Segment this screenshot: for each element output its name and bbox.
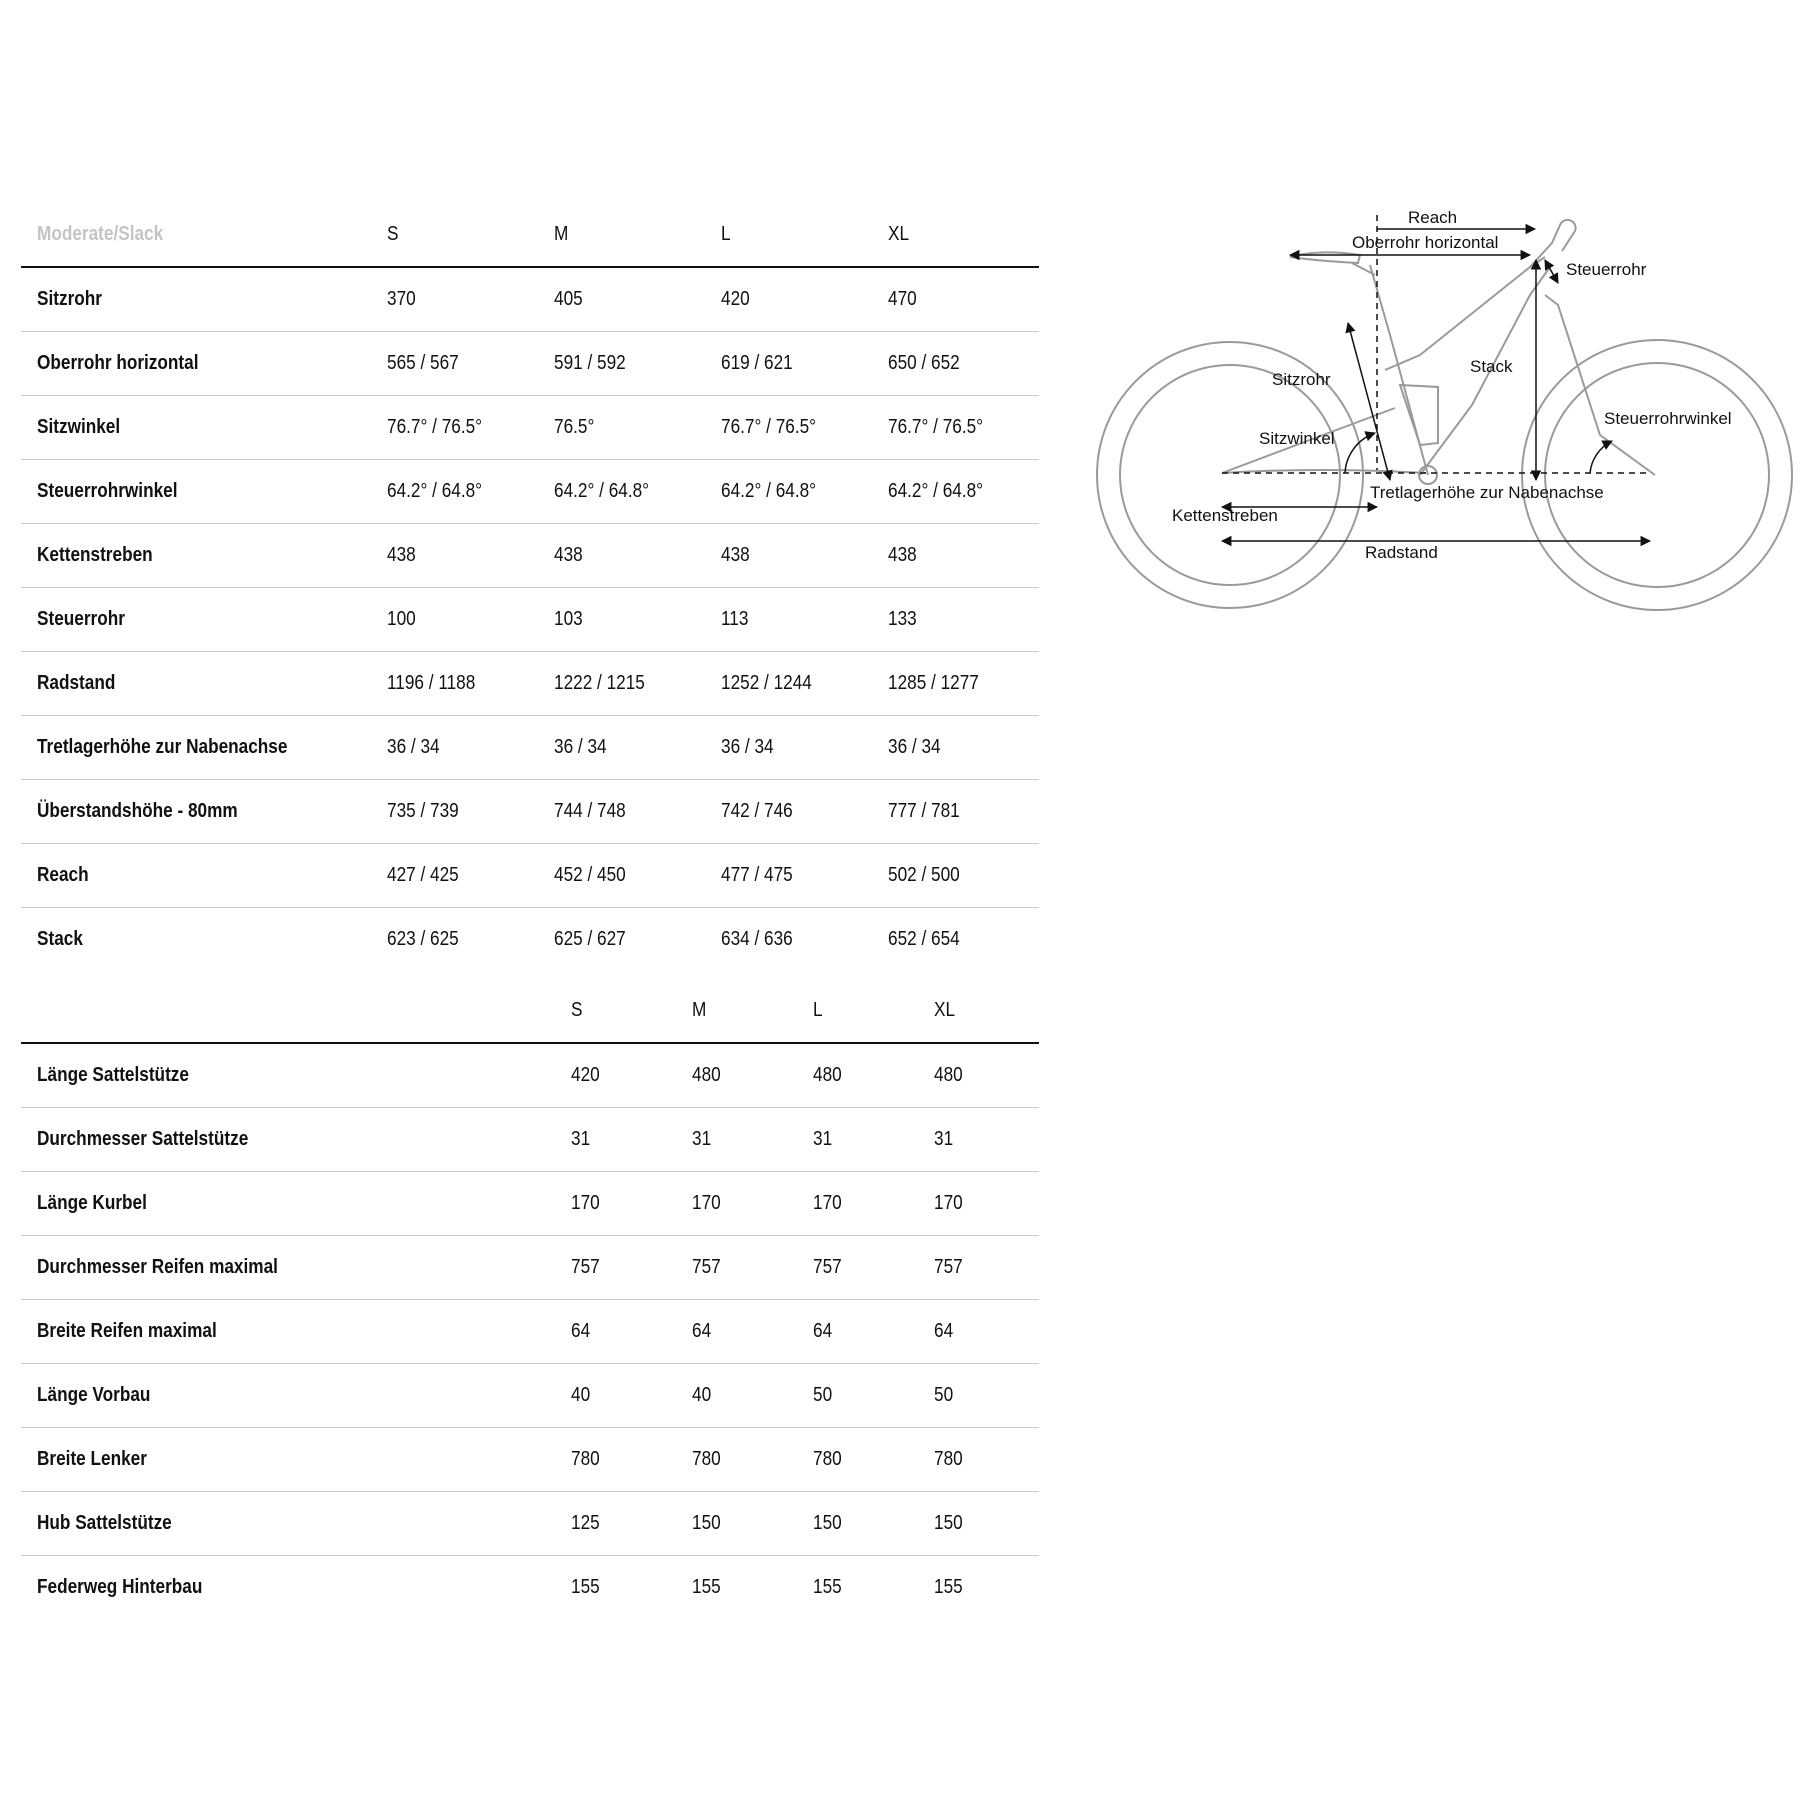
- row-value: 155: [934, 1576, 963, 1598]
- row-value: 452 / 450: [554, 864, 626, 886]
- label-stack: Stack: [1470, 357, 1513, 376]
- table-row: [21, 652, 1039, 716]
- row-value: 113: [721, 608, 749, 630]
- row-value: 170: [692, 1192, 721, 1214]
- row-value: 1222 / 1215: [554, 672, 645, 694]
- row-value: 780: [813, 1448, 842, 1470]
- label-steuerrohr: Steuerrohr: [1566, 260, 1647, 279]
- table-row: [21, 844, 1039, 908]
- label-kettenstreben: Kettenstreben: [1172, 506, 1278, 525]
- row-value: 64: [813, 1320, 833, 1342]
- row-value: 36 / 34: [721, 736, 774, 758]
- row-value: 652 / 654: [888, 928, 960, 950]
- row-value: 150: [813, 1512, 842, 1534]
- table-row: [21, 1172, 1039, 1236]
- row-label: Breite Reifen maximal: [37, 1320, 217, 1342]
- row-value: 36 / 34: [554, 736, 607, 758]
- row-value: 742 / 746: [721, 800, 793, 822]
- label-tretlager: Tretlagerhöhe zur Nabenachse: [1370, 483, 1604, 502]
- label-radstand: Radstand: [1365, 543, 1438, 562]
- table-row: [21, 524, 1039, 588]
- label-oberrohr: Oberrohr horizontal: [1352, 233, 1499, 252]
- table-title: Moderate/Slack: [37, 222, 164, 245]
- row-value: 1196 / 1188: [387, 672, 476, 694]
- row-value: 150: [692, 1512, 721, 1534]
- row-value: 438: [888, 544, 917, 566]
- row-value: 170: [571, 1192, 600, 1214]
- table-header-row: [21, 202, 1039, 268]
- label-steuerrohrwinkel: Steuerrohrwinkel: [1604, 409, 1732, 428]
- table-row: [21, 396, 1039, 460]
- row-value: 405: [554, 288, 583, 310]
- size-header-m: M: [692, 998, 707, 1021]
- row-label: Länge Sattelstütze: [37, 1064, 189, 1086]
- row-value: 780: [934, 1448, 963, 1470]
- geometry-table: [21, 202, 1039, 971]
- row-value: 744 / 748: [554, 800, 626, 822]
- size-header-l: L: [721, 222, 731, 245]
- row-value: 40: [571, 1384, 591, 1406]
- row-value: 64: [571, 1320, 591, 1342]
- row-value: 64.2° / 64.8°: [888, 480, 984, 502]
- row-value: 619 / 621: [721, 352, 793, 374]
- row-value: 36 / 34: [387, 736, 440, 758]
- row-value: 155: [692, 1576, 721, 1598]
- row-label: Hub Sattelstütze: [37, 1512, 172, 1534]
- row-value: 370: [387, 288, 416, 310]
- row-value: 31: [692, 1128, 712, 1150]
- table-row: [21, 1044, 1039, 1108]
- row-value: 76.7° / 76.5°: [721, 416, 817, 438]
- row-value: 623 / 625: [387, 928, 459, 950]
- row-label: Länge Kurbel: [37, 1192, 147, 1214]
- table-row: [21, 588, 1039, 652]
- size-header-xl: XL: [888, 222, 910, 245]
- row-value: 1252 / 1244: [721, 672, 812, 694]
- table-row: [21, 1108, 1039, 1172]
- table-row: [21, 460, 1039, 524]
- row-label: Tretlagerhöhe zur Nabenachse: [37, 736, 288, 758]
- row-value: 634 / 636: [721, 928, 793, 950]
- row-value: 31: [571, 1128, 591, 1150]
- row-value: 780: [692, 1448, 721, 1470]
- row-label: Reach: [37, 864, 89, 886]
- row-label: Oberrohr horizontal: [37, 352, 199, 374]
- fork: [1545, 295, 1655, 475]
- row-label: Sitzrohr: [37, 288, 102, 310]
- row-value: 31: [813, 1128, 833, 1150]
- row-value: 155: [813, 1576, 842, 1598]
- row-label: Kettenstreben: [37, 544, 153, 566]
- table-row: [21, 332, 1039, 396]
- size-header-m: M: [554, 222, 569, 245]
- row-label: Radstand: [37, 672, 116, 694]
- row-value: 36 / 34: [888, 736, 941, 758]
- row-label: Breite Lenker: [37, 1448, 147, 1470]
- row-label: Sitzwinkel: [37, 416, 121, 438]
- row-value: 502 / 500: [888, 864, 960, 886]
- rear-wheel-rim: [1120, 365, 1340, 585]
- row-value: 76.7° / 76.5°: [387, 416, 483, 438]
- row-label: Überstandshöhe - 80mm: [37, 800, 238, 822]
- row-value: 31: [934, 1128, 954, 1150]
- row-value: 76.5°: [554, 416, 595, 438]
- sitzwinkel-arc: [1345, 433, 1375, 473]
- measurement-labels: [1172, 208, 1732, 562]
- front-wheel-tire: [1522, 340, 1792, 610]
- row-value: 777 / 781: [888, 800, 960, 822]
- row-value: 170: [813, 1192, 842, 1214]
- row-value: 591 / 592: [554, 352, 626, 374]
- table-row: [21, 1364, 1039, 1428]
- row-value: 565 / 567: [387, 352, 459, 374]
- row-value: 438: [387, 544, 416, 566]
- row-label: Stack: [37, 928, 83, 950]
- row-value: 133: [888, 608, 917, 630]
- row-value: 757: [692, 1256, 721, 1278]
- row-label: Durchmesser Sattelstütze: [37, 1128, 249, 1150]
- row-value: 64.2° / 64.8°: [554, 480, 650, 502]
- row-value: 1285 / 1277: [888, 672, 979, 694]
- table-header-row: [21, 978, 1039, 1044]
- size-header-xl: XL: [934, 998, 956, 1021]
- row-label: Federweg Hinterbau: [37, 1576, 203, 1598]
- row-value: 103: [554, 608, 583, 630]
- row-value: 64: [934, 1320, 954, 1342]
- table-row: [21, 1300, 1039, 1364]
- row-value: 64.2° / 64.8°: [721, 480, 817, 502]
- table-row: [21, 908, 1039, 971]
- row-value: 170: [934, 1192, 963, 1214]
- label-sitzrohr: Sitzrohr: [1272, 370, 1331, 389]
- row-value: 125: [571, 1512, 600, 1534]
- size-header-s: S: [571, 998, 583, 1021]
- label-reach: Reach: [1408, 208, 1458, 227]
- row-value: 427 / 425: [387, 864, 459, 886]
- row-value: 735 / 739: [387, 800, 459, 822]
- row-value: 757: [813, 1256, 842, 1278]
- row-value: 40: [692, 1384, 712, 1406]
- components-table: [21, 978, 1039, 1619]
- size-header-l: L: [813, 998, 823, 1021]
- row-value: 155: [571, 1576, 600, 1598]
- table-row: [21, 268, 1039, 332]
- table-row: [21, 1492, 1039, 1556]
- table-row: [21, 716, 1039, 780]
- row-value: 480: [934, 1064, 963, 1086]
- row-value: 477 / 475: [721, 864, 793, 886]
- row-value: 50: [934, 1384, 954, 1406]
- row-label: Durchmesser Reifen maximal: [37, 1256, 278, 1278]
- row-value: 480: [692, 1064, 721, 1086]
- bike-geometry-diagram: [1090, 205, 1808, 625]
- table-row: [21, 1428, 1039, 1492]
- row-value: 480: [813, 1064, 842, 1086]
- row-value: 64.2° / 64.8°: [387, 480, 483, 502]
- saddle: [1290, 252, 1360, 263]
- row-value: 438: [554, 544, 583, 566]
- row-value: 64: [692, 1320, 712, 1342]
- steuerrohrwinkel-arc: [1590, 441, 1612, 473]
- row-label: Steuerrohrwinkel: [37, 480, 178, 502]
- row-label: Steuerrohr: [37, 608, 125, 630]
- table-row: [21, 780, 1039, 844]
- table-row: [21, 1236, 1039, 1300]
- row-value: 150: [934, 1512, 963, 1534]
- row-value: 420: [571, 1064, 600, 1086]
- label-sitzwinkel: Sitzwinkel: [1259, 429, 1335, 448]
- sitzrohr-arrow: [1348, 323, 1390, 480]
- front-wheel-rim: [1545, 363, 1769, 587]
- row-value: 757: [571, 1256, 600, 1278]
- row-value: 625 / 627: [554, 928, 626, 950]
- row-value: 100: [387, 608, 416, 630]
- table-row: [21, 1556, 1039, 1619]
- size-header-s: S: [387, 222, 399, 245]
- row-value: 420: [721, 288, 750, 310]
- row-value: 76.7° / 76.5°: [888, 416, 984, 438]
- row-value: 780: [571, 1448, 600, 1470]
- row-label: Länge Vorbau: [37, 1384, 151, 1406]
- row-value: 470: [888, 288, 917, 310]
- row-value: 757: [934, 1256, 963, 1278]
- row-value: 438: [721, 544, 750, 566]
- row-value: 650 / 652: [888, 352, 960, 374]
- row-value: 50: [813, 1384, 833, 1406]
